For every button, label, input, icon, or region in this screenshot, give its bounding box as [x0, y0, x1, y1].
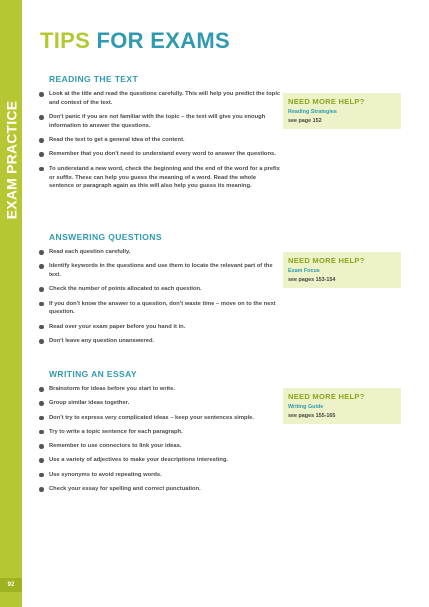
bullet-icon — [39, 387, 44, 392]
list-item — [37, 485, 282, 494]
list-item — [37, 337, 282, 346]
bullet-icon — [39, 92, 44, 97]
section-heading: READING THE TEXT — [49, 74, 139, 84]
help-box-writing — [283, 388, 401, 424]
tip-list — [37, 90, 282, 191]
page-title — [40, 28, 230, 54]
bullet-icon — [39, 325, 44, 330]
section-reading — [37, 74, 282, 197]
list-item — [37, 428, 282, 437]
bullet-icon — [39, 115, 44, 120]
help-link[interactable]: Exam Focus — [288, 268, 320, 274]
list-item — [37, 471, 282, 480]
bullet-icon — [39, 401, 44, 406]
list-item-text: Look at the title and read the questions carefully. This will help you predict the topic and context of the text. — [49, 91, 281, 106]
list-item — [37, 136, 282, 145]
list-item-text: Use a variety of adjectives to make your descriptions interesting. — [49, 457, 229, 464]
list-item-text: Check the number of points allocated to each question. — [49, 286, 202, 293]
section-writing — [37, 369, 282, 499]
help-box-answering — [283, 252, 401, 288]
list-item — [37, 399, 282, 408]
tip-list — [37, 248, 282, 346]
help-title: NEED MORE HELP? — [288, 97, 365, 106]
bullet-icon — [39, 339, 44, 344]
list-item-text: Try to write a topic sentence for each paragraph. — [49, 428, 183, 435]
list-item-text: Read over your exam paper before you hand it in. — [49, 323, 186, 330]
list-item-text: Brainstorm for ideas before you start to write. — [49, 386, 175, 392]
bullet-icon — [39, 416, 44, 421]
list-item — [37, 285, 282, 294]
bullet-icon — [39, 487, 44, 492]
list-item — [37, 165, 282, 191]
title-part1: TIPS — [40, 28, 91, 53]
bullet-icon — [39, 302, 44, 307]
list-item-text: Read the text to get a general idea of the content. — [49, 137, 185, 144]
list-item-text: Don't panic if you are not familiar with the topic – the text will give you enough information to answer the questions. — [49, 114, 266, 129]
list-item-text: To understand a new word, check the beginning and the end of the word for a prefix or suffix. These can help you guess the meaning of a word. Read the whole sentence or paragraph again as this will also help you guess its meaning. — [49, 165, 280, 190]
list-item — [37, 385, 282, 394]
section-heading: ANSWERING QUESTIONS — [49, 232, 162, 242]
list-item — [37, 150, 282, 159]
list-item-text: Use synonyms to avoid repeating words. — [49, 471, 162, 478]
list-item-text: Remember to use connectors to link your ideas. — [49, 443, 182, 450]
page-number: 92 — [0, 578, 22, 592]
list-item-text: If you don't know the answer to a question, don't waste time – move on to the next question. — [49, 300, 276, 316]
title-part2: FOR EXAMS — [96, 28, 231, 53]
side-bar — [0, 0, 22, 607]
help-link[interactable]: Writing Guide — [288, 404, 324, 410]
bullet-icon — [39, 430, 44, 435]
section-answering — [37, 232, 282, 351]
bullet-icon — [39, 250, 44, 255]
list-item — [37, 442, 282, 451]
help-pages: see pages 155-165 — [288, 413, 336, 419]
help-title: NEED MORE HELP? — [288, 256, 365, 265]
bullet-icon — [39, 287, 44, 292]
list-item-text: Group similar ideas together. — [49, 400, 130, 407]
list-item — [37, 300, 282, 318]
bullet-icon — [39, 264, 44, 269]
list-item — [37, 113, 282, 131]
list-item-text: Don't leave any question unanswered. — [49, 338, 155, 345]
list-item-text: Identify keywords in the questions and use them to locate the relevant part of the text. — [49, 263, 273, 279]
section-heading: WRITING AN ESSAY — [49, 369, 137, 379]
side-label — [0, 95, 22, 225]
help-link[interactable]: Reading Strategies — [288, 109, 337, 115]
list-item — [37, 248, 282, 257]
help-box-reading — [283, 93, 401, 129]
help-title: NEED MORE HELP? — [288, 392, 365, 401]
help-pages: see page 152 — [288, 118, 322, 124]
tip-list — [37, 385, 282, 494]
list-item-text: Read each question carefully. — [49, 249, 131, 255]
help-pages: see pages 153-154 — [288, 277, 336, 283]
list-item-text: Check your essay for spelling and correct punctuation. — [49, 486, 201, 493]
bullet-icon — [39, 458, 44, 463]
bullet-icon — [39, 473, 44, 478]
list-item — [37, 456, 282, 465]
list-item-text: Remember that you don't need to understand every word to answer the questions. — [49, 151, 276, 158]
list-item — [37, 262, 282, 280]
list-item — [37, 323, 282, 332]
bullet-icon — [39, 167, 44, 172]
bullet-icon — [39, 138, 44, 143]
bullet-icon — [39, 152, 44, 157]
bullet-icon — [39, 444, 44, 449]
list-item — [37, 90, 282, 108]
list-item-text: Don't try to express very complicated ideas – keep your sentences simple. — [49, 414, 254, 421]
list-item — [37, 414, 282, 423]
side-label-text: EXAM PRACTICE — [3, 100, 19, 220]
